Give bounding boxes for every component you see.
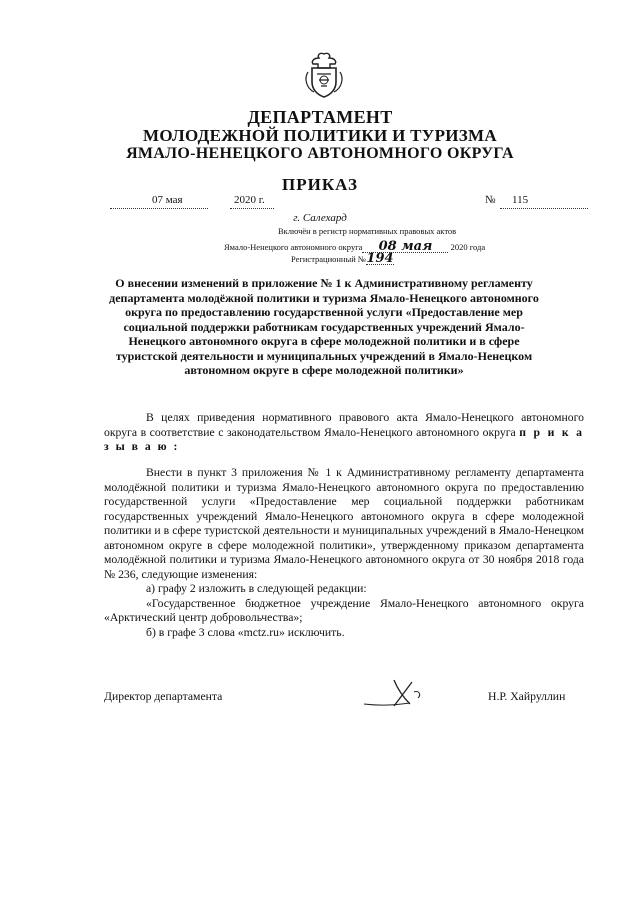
preamble [104, 411, 584, 455]
order-date-day-month: 07 мая [152, 194, 183, 206]
main-text: Внести в пункт 3 приложения № 1 к Административному регламенту департамента молодёжной политики и туризма Ямало-Ненецкого автономного округа по предоставлению государственной услуги «Предоставление мер социальной поддержки работникам государственных учреждений Ямало-Ненецкого автономного округа в сфере молодежной политики и в сфере туристской деятельности и муниципальных учреждений в Ямало-Ненецком автономном округе в сфере молодежной политики», утвержденному приказом департамента молодёжной политики и туризма Ямало-Ненецкого автономного округа от 30 ноября 2018 года № 236, следующие изменения: [104, 466, 584, 581]
order-number-field [500, 194, 588, 209]
handwritten-signature [360, 674, 440, 714]
change-item-b: б) в графе 3 слова «mctz.ru» исключить. [146, 625, 345, 639]
registration-number-handwritten: 194 [366, 251, 394, 266]
registration-line1: Включён в регистр нормативных правовых актов [278, 226, 457, 236]
order-date-year: 2020 г. [234, 194, 265, 206]
registration-line3-prefix: Регистрационный № [291, 254, 366, 264]
registration-date-handwritten: 08 мая [362, 241, 448, 253]
registration-line2 [224, 241, 485, 253]
preamble-command: п р и к а з ы в а ю : [104, 425, 585, 453]
preamble-text: В целях приведения нормативного правового акта Ямало-Ненецкого автономного округа в соответствие с законодательством Ямало-Ненецкого автономного округа [104, 411, 584, 439]
order-year-field [230, 194, 274, 209]
order-date-field [110, 194, 208, 209]
coat-of-arms-icon [302, 50, 346, 100]
department-title-line2: МОЛОДЕЖНОЙ ПОЛИТИКИ И ТУРИЗМА [143, 126, 497, 145]
signature-position: Директор департамента [104, 690, 223, 703]
signature-name: Н.Р. Хайруллин [488, 690, 566, 703]
main-text-block [104, 466, 584, 640]
order-title: ПРИКАЗ [282, 175, 358, 194]
order-number-value: 115 [512, 194, 529, 206]
department-title-line1: ДЕПАРТАМЕНТ [247, 107, 393, 127]
registration-line3 [291, 253, 394, 265]
order-subject: О внесении изменений в приложение № 1 к Административному регламенту департамента молодёжной политики и туризма Ямало-Ненецкого автономного округа по предоставлению государственной услуги «Предоставление мер социальной поддержки работникам государственных учреждений Ямало-Ненецкого автономного округа в сфере молодежной политики и в сфере туристской деятельности и муниципальных учреждений в Ямало-Ненецком автономном округе в сфере молодежной политики» [109, 276, 539, 377]
order-number-label: № [485, 194, 496, 206]
change-item-a-content: «Государственное бюджетное учреждение Ямало-Ненецкого автономного округа «Арктический центр добровольчества»; [104, 596, 584, 624]
department-title-line3: ЯМАЛО-НЕНЕЦКОГО АВТОНОМНОГО ОКРУГА [126, 145, 514, 162]
registration-line2-suffix: 2020 года [450, 242, 486, 252]
order-city: г. Салехард [293, 212, 347, 224]
change-item-a: а) графу 2 изложить в следующей редакции: [146, 582, 367, 595]
registration-line2-prefix: Ямало-Ненецкого автономного округа [224, 242, 363, 252]
